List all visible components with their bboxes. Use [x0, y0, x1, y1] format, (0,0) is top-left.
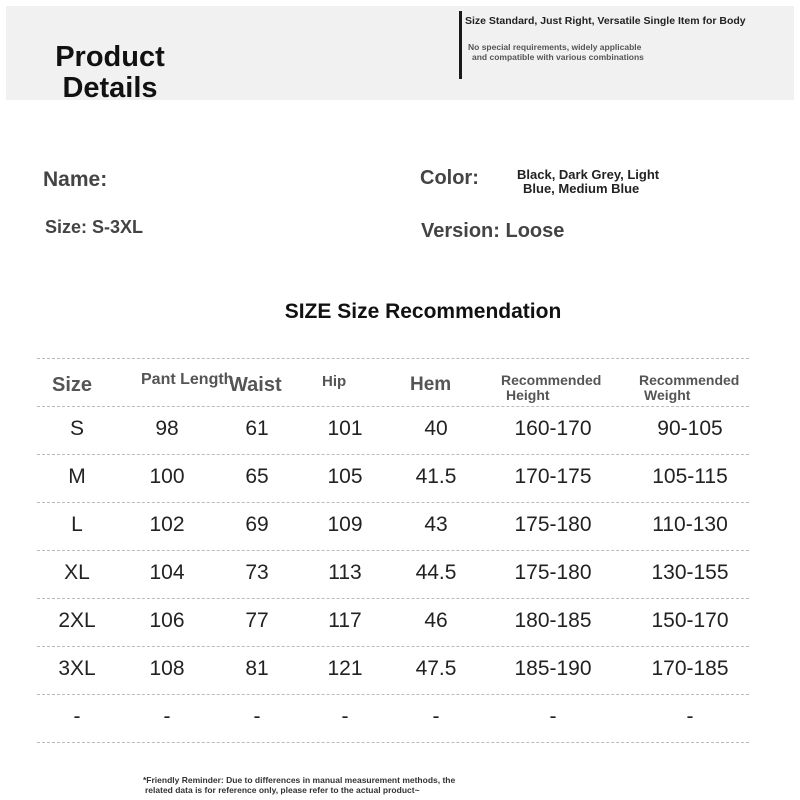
table-cell-pant-length: 102: [149, 513, 185, 536]
banner-headline: Size Standard, Just Right, Versatile Single Item for Body: [465, 15, 746, 27]
page-title: [30, 42, 190, 104]
table-cell-hem: 47.5: [415, 657, 457, 680]
table-cell-waist: 81: [245, 657, 269, 680]
table-cell-size: 2XL: [58, 609, 96, 632]
banner-subtext-line2: and compatible with various combinations: [472, 52, 644, 62]
banner-divider: [459, 11, 462, 79]
table-cell-hem: -: [432, 705, 440, 728]
header-recommended-weight-line2: Weight: [644, 387, 691, 403]
footnote-line1: *Friendly Reminder: Due to differences in manual measurement methods, the: [143, 775, 456, 785]
table-cell-recommended-height: -: [549, 705, 557, 728]
version-label: Version:: [421, 220, 500, 242]
size-info: [45, 217, 143, 238]
table-cell-hip: 121: [327, 657, 363, 680]
table-cell-recommended-height: 175-180: [514, 513, 592, 536]
name-label: Name:: [43, 168, 108, 191]
table-cell-pant-length: 104: [149, 561, 185, 584]
version-info: [421, 220, 564, 243]
table-divider: [37, 358, 749, 359]
table-cell-recommended-weight: 105-115: [652, 465, 728, 488]
footnote: [143, 775, 455, 795]
table-cell-hem: 40: [424, 417, 448, 440]
header-pant-length: Pant Length: [141, 371, 234, 388]
table-cell-recommended-height: 170-175: [514, 465, 592, 488]
table-divider: [37, 454, 749, 455]
header-recommended-height-line1: Recommended: [501, 372, 602, 388]
table-cell-size: 3XL: [58, 657, 96, 680]
header-hip: Hip: [322, 373, 347, 390]
table-cell-hip: 105: [327, 465, 363, 488]
table-cell-hip: 109: [327, 513, 363, 536]
table-cell-hip: 113: [328, 561, 362, 584]
table-cell-recommended-height: 180-185: [514, 609, 592, 632]
color-value: [517, 168, 659, 196]
table-cell-recommended-height: 160-170: [514, 417, 592, 440]
table-cell-size: S: [69, 417, 85, 440]
color-label: Color:: [420, 167, 479, 189]
banner-subtext-line1: No special requirements, widely applicable: [468, 42, 642, 52]
table-cell-waist: -: [253, 705, 261, 728]
header-recommended-height-line2: Height: [506, 387, 550, 403]
footnote-line2: related data is for reference only, please refer to the actual product~: [145, 785, 420, 795]
table-cell-waist: 77: [245, 609, 269, 632]
page-title-line2: Details: [62, 72, 158, 104]
header-waist: Waist: [229, 374, 282, 396]
table-divider: [37, 646, 749, 647]
table-cell-pant-length: 98: [155, 417, 179, 440]
size-table-title: SIZE Size Recommendation: [284, 300, 562, 323]
table-cell-recommended-weight: 130-155: [651, 561, 729, 584]
color-value-line2: Blue, Medium Blue: [523, 181, 640, 196]
table-cell-waist: 69: [245, 513, 269, 536]
table-cell-pant-length: 108: [149, 657, 185, 680]
table-cell-size: L: [71, 513, 83, 536]
table-cell-waist: 65: [245, 465, 269, 488]
header-recommended-weight: [639, 373, 739, 403]
size-value: S-3XL: [92, 217, 144, 237]
size-label: Size:: [45, 217, 88, 237]
table-cell-waist: 61: [245, 417, 269, 440]
header-recommended-height: [501, 373, 601, 403]
table-cell-hip: 117: [328, 609, 362, 632]
table-cell-hip: 101: [327, 417, 363, 440]
table-cell-size: XL: [64, 561, 90, 584]
table-cell-pant-length: 106: [149, 609, 185, 632]
table-cell-recommended-height: 185-190: [514, 657, 592, 680]
page-title-line1: Product: [55, 41, 165, 73]
table-cell-hip: -: [341, 705, 349, 728]
table-divider: [37, 598, 749, 599]
table-divider: [37, 502, 749, 503]
version-value: Loose: [505, 220, 565, 242]
table-cell-hem: 43: [424, 513, 448, 536]
table-cell-pant-length: 100: [149, 465, 185, 488]
table-cell-pant-length: -: [163, 705, 171, 728]
table-cell-recommended-weight: 90-105: [657, 417, 723, 440]
table-divider: [37, 742, 749, 743]
table-cell-hem: 41.5: [415, 465, 457, 488]
table-cell-waist: 73: [245, 561, 269, 584]
header-hem: Hem: [410, 374, 452, 395]
table-divider: [37, 550, 749, 551]
table-cell-recommended-weight: -: [686, 705, 694, 728]
header-recommended-weight-line1: Recommended: [639, 372, 740, 388]
header-banner: [6, 6, 794, 104]
table-cell-size: M: [68, 465, 86, 488]
banner-subtext: [468, 42, 644, 62]
table-cell-hem: 44.5: [415, 561, 457, 584]
header-size: Size: [52, 374, 93, 396]
color-value-line1: Black, Dark Grey, Light: [517, 167, 660, 182]
table-cell-recommended-weight: 150-170: [651, 609, 729, 632]
table-cell-size: -: [73, 705, 81, 728]
table-divider: [37, 694, 749, 695]
table-cell-recommended-weight: 110-130: [652, 513, 728, 536]
table-cell-hem: 46: [424, 609, 448, 632]
table-divider: [37, 406, 749, 407]
table-cell-recommended-height: 175-180: [514, 561, 592, 584]
table-cell-recommended-weight: 170-185: [651, 657, 729, 680]
